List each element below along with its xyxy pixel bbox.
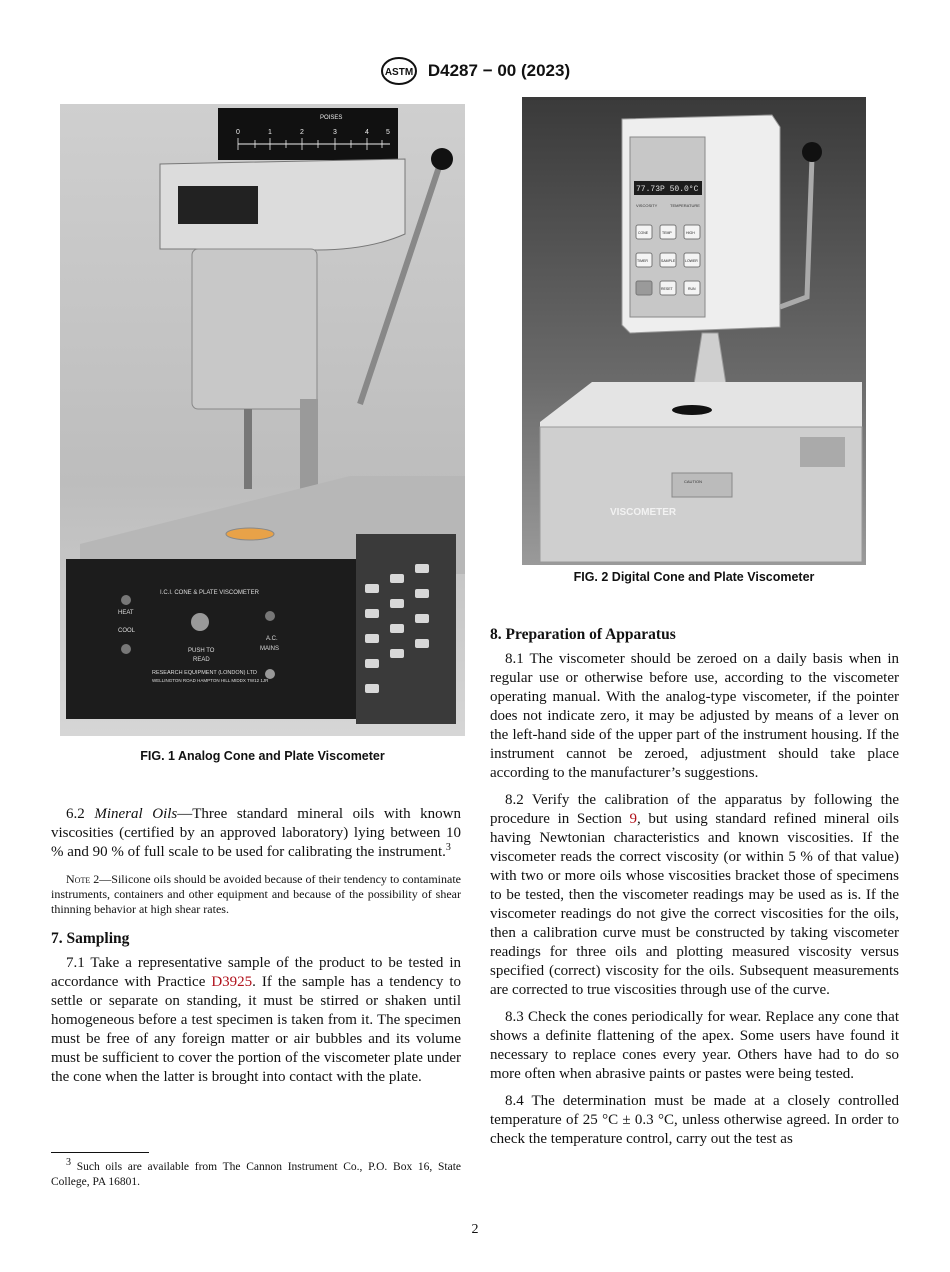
fig2-illustration	[522, 97, 866, 565]
key-timer: TIMER	[637, 259, 648, 263]
link-d3925[interactable]: D3925	[211, 974, 253, 990]
scale-tick-0: 0	[236, 129, 240, 136]
paragraph-8-1: 8.1 The viscometer should be zeroed on a daily basis when in regular use or otherwise before use, according to the viscometer operating manual. With the analog-type viscometer, if the pointer does not indicate zero, it may be adjusted by means of a lever on the left-hand side of the upper part of the instrument housing. If the instrument cannot be zeroed, adjustment should take place according to the manufacturer’s suggestions.	[490, 651, 899, 781]
paragraph-8-3: 8.3 Check the cones periodically for wear. Replace any cone that shows a definite flattening of the apex. Some users have found it necessary to replace cones every year. Others have had to do so more often when abrasive paints or pastes were being tested.	[490, 1009, 899, 1082]
key-sample: SAMPLE	[661, 259, 676, 263]
right-column	[490, 613, 899, 1157]
viscosity-label: VISCOSITY	[636, 203, 658, 208]
fig1-illustration	[60, 104, 465, 736]
scale-tick-3: 3	[333, 129, 337, 136]
cool-label: COOL	[118, 628, 136, 634]
scale-tick-2: 2	[300, 129, 304, 136]
astm-logo-icon	[380, 56, 418, 86]
read-label: READ	[193, 657, 210, 663]
fig2-digital-viscometer-photo	[522, 97, 866, 565]
heat-label: HEAT	[118, 610, 134, 616]
fig2-caption: FIG. 2 Digital Cone and Plate Viscometer	[573, 570, 815, 584]
paragraph-6-2: 6.2 Mineral Oils—Three standard mineral oils with known viscosities (certified by an approved laboratory) lying between 10 % and 90 % of full scale to be used for calibrating the instrument.$^3$	[51, 806, 461, 860]
maker-line-1: RESEARCH EQUIPMENT (LONDON) LTD	[152, 670, 257, 676]
push-to-label: PUSH TO	[188, 648, 215, 654]
poises-label: POISES	[320, 115, 343, 121]
footnote-ref-3: 3	[445, 842, 451, 853]
caution-label: CAUTION	[684, 479, 702, 484]
footnote-3: $^3$ Such oils are available from The Cannon Instrument Co., P.O. Box 16, State College, PA 16801.	[51, 1157, 461, 1188]
key-run: RUN	[688, 287, 696, 291]
temperature-label: TEMPERATURE	[670, 203, 700, 208]
page-number: 2	[471, 1222, 479, 1237]
key-temp: TEMP	[662, 231, 672, 235]
paragraph-8-2: 8.2 Verify the calibration of the apparatus by following the procedure in Section 9, but using standard refined mineral oils having Newtonian characteristics and known viscosities. If the viscometer reads the correct viscosity (or within 5 % of that value) with two or more oils whose viscosities bracket those of specimens to be tested, then the viscometer readings may be used as is. If the viscometer readings do not give the correct viscosities for the oils, then a calibration curve must be constructed by taking viscometer readings for three oils and plotting measured viscosity versus specified (correct) viscosity for the oils. Subsequent measurements are corrected to true viscosities through use of the curve.	[490, 792, 899, 998]
paragraph-7-1: 7.1 Take a representative sample of the product to be tested in accordance with Practice D3925. If the sample has a tendency to settle or separate on standing, it must be stirred or shaken until homogeneous before a test specimen is taken from it. The specimen must be free of any foreign matter or air bubbles and its volume must be sufficient to cover the portion of the viscometer plate under the cone when the latter is brought into contact with the plate.	[51, 955, 461, 1085]
scale-tick-5: 5	[386, 129, 390, 136]
key-reset: RESET	[661, 287, 673, 291]
fig1-analog-viscometer-photo	[60, 104, 465, 736]
maker-line-2: WELLINGTON ROAD HAMPTON HILL MIDDX TW12 1JR	[152, 678, 269, 683]
section-7-heading: 7. Sampling	[51, 930, 130, 947]
lcd-display: 77.73P 50.0°C	[636, 185, 699, 194]
ac-label: A.C.	[266, 636, 278, 642]
paragraph-8-4: 8.4 The determination must be made at a closely controlled temperature of 25 °C ± 0.3 °C, unless otherwise agreed. In order to check the temperature control, carry out the test as	[490, 1093, 899, 1147]
viscometer-body-label: VISCOMETER	[610, 507, 677, 518]
fig1-caption: FIG. 1 Analog Cone and Plate Viscometer	[140, 749, 385, 763]
left-column	[51, 805, 461, 1095]
key-high: HIGH	[686, 231, 695, 235]
mains-label: MAINS	[260, 646, 280, 652]
scale-tick-4: 4	[365, 129, 369, 136]
key-lower: LOWER	[685, 259, 698, 263]
scale-tick-1: 1	[268, 129, 272, 136]
section-8-heading: 8. Preparation of Apparatus	[490, 626, 676, 643]
key-cone: CONE	[638, 231, 649, 235]
svg-text:ASTM: ASTM	[384, 67, 414, 78]
footnote-rule	[51, 1152, 149, 1153]
note-2: Note 2—Silicone oils should be avoided because of their tendency to contaminate instruments, containers and other equipment and because of the possibility of shear thinning behavior at high shear rates.	[51, 872, 461, 916]
panel-title: I.C.I. CONE & PLATE VISCOMETER	[160, 590, 259, 596]
page-header	[0, 56, 950, 86]
document-number: D4287 − 00 (2023)	[427, 61, 571, 80]
link-section-9[interactable]: 9	[629, 811, 638, 827]
term-mineral-oils: Mineral Oils	[94, 806, 178, 822]
